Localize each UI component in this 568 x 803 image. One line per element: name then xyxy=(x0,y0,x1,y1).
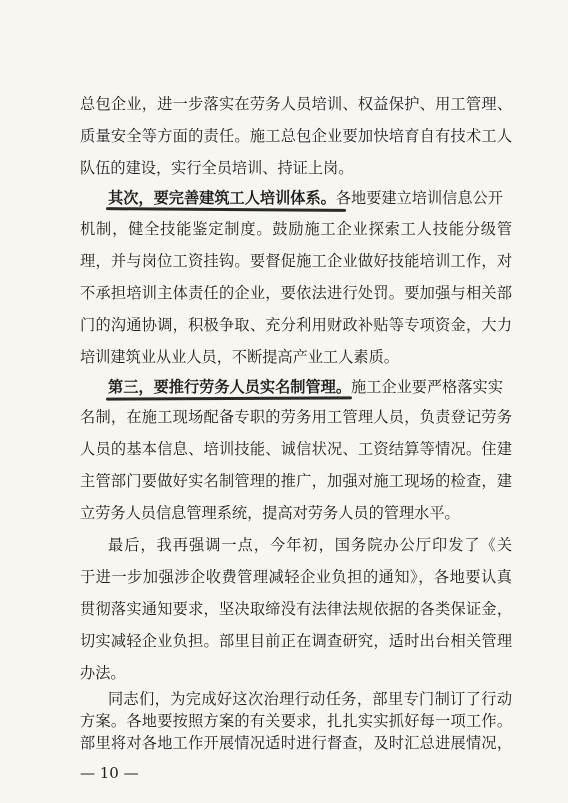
body-line: 质量安全等方面的责任。施工总包企业要加快培育自有技术工人 xyxy=(80,127,512,145)
body-line: 机制，健全技能鉴定制度。鼓励施工企业探索工人技能分级管 xyxy=(80,220,512,238)
body-line: 门的沟通协调，积极争取、充分利用财政补贴等专项资金，大力 xyxy=(80,316,512,334)
paragraph-line xyxy=(108,376,512,398)
handwritten-underline xyxy=(106,396,352,400)
paragraph-line xyxy=(108,187,512,209)
body-line: 主管部门要做好实名制管理的推广，加强对施工现场的检查，建 xyxy=(80,472,512,490)
body-text: 各地要建立培训信息公开 xyxy=(335,189,503,207)
section-heading: 第三，要推行劳务人员实名制管理。 xyxy=(108,378,351,396)
body-line: 不承担培训主体责任的企业，要依法进行处罚。要加强与相关部 xyxy=(80,284,512,302)
body-line: 理，并与岗位工资挂钩。要督促施工企业做好技能培训工作，对 xyxy=(80,252,512,270)
handwritten-underline xyxy=(106,207,346,212)
body-line: 部里将对各地工作开展情况适时进行督查，及时汇总进展情况， xyxy=(80,734,512,752)
body-line: 切实减轻企业负担。部里目前正在调查研究，适时出台相关管理 xyxy=(80,632,512,650)
body-line: 总包企业，进一步落实在劳务人员培训、权益保护、用工管理、 xyxy=(80,95,512,113)
page-number: — 10 — xyxy=(80,764,139,782)
body-line: 培训建筑业从业人员，不断提高产业工人素质。 xyxy=(80,348,399,366)
body-line: 方案。各地要按照方案的有关要求，扎扎实实抓好每一项工作。 xyxy=(80,712,512,730)
body-line: 立劳务人员信息管理系统，提高对劳务人员的管理水平。 xyxy=(80,504,460,522)
body-line: 队伍的建设，实行全员培训、持证上岗。 xyxy=(80,159,354,177)
body-line: 贯彻落实通知要求，坚决取缔没有法律法规依据的各类保证金， xyxy=(80,600,512,618)
body-line: 于进一步加强涉企收费管理减轻企业负担的通知》，各地要认真 xyxy=(80,568,512,586)
body-line: 名制，在施工现场配备专职的劳务用工管理人员，负责登记劳务 xyxy=(80,408,512,426)
body-line: 最后，我再强调一点，今年初，国务院办公厅印发了《关 xyxy=(108,536,512,554)
section-heading: 其次，要完善建筑工人培训体系。 xyxy=(108,189,336,207)
body-text: 施工企业要严格落实实 xyxy=(351,378,503,396)
body-line: 同志们，为完成好这次治理行动任务，部里专门制订了行动 xyxy=(108,690,512,708)
body-line: 人员的基本信息、培训技能、诚信状况、工资结算等情况。住建 xyxy=(80,440,512,458)
body-line: 办法。 xyxy=(80,664,126,682)
